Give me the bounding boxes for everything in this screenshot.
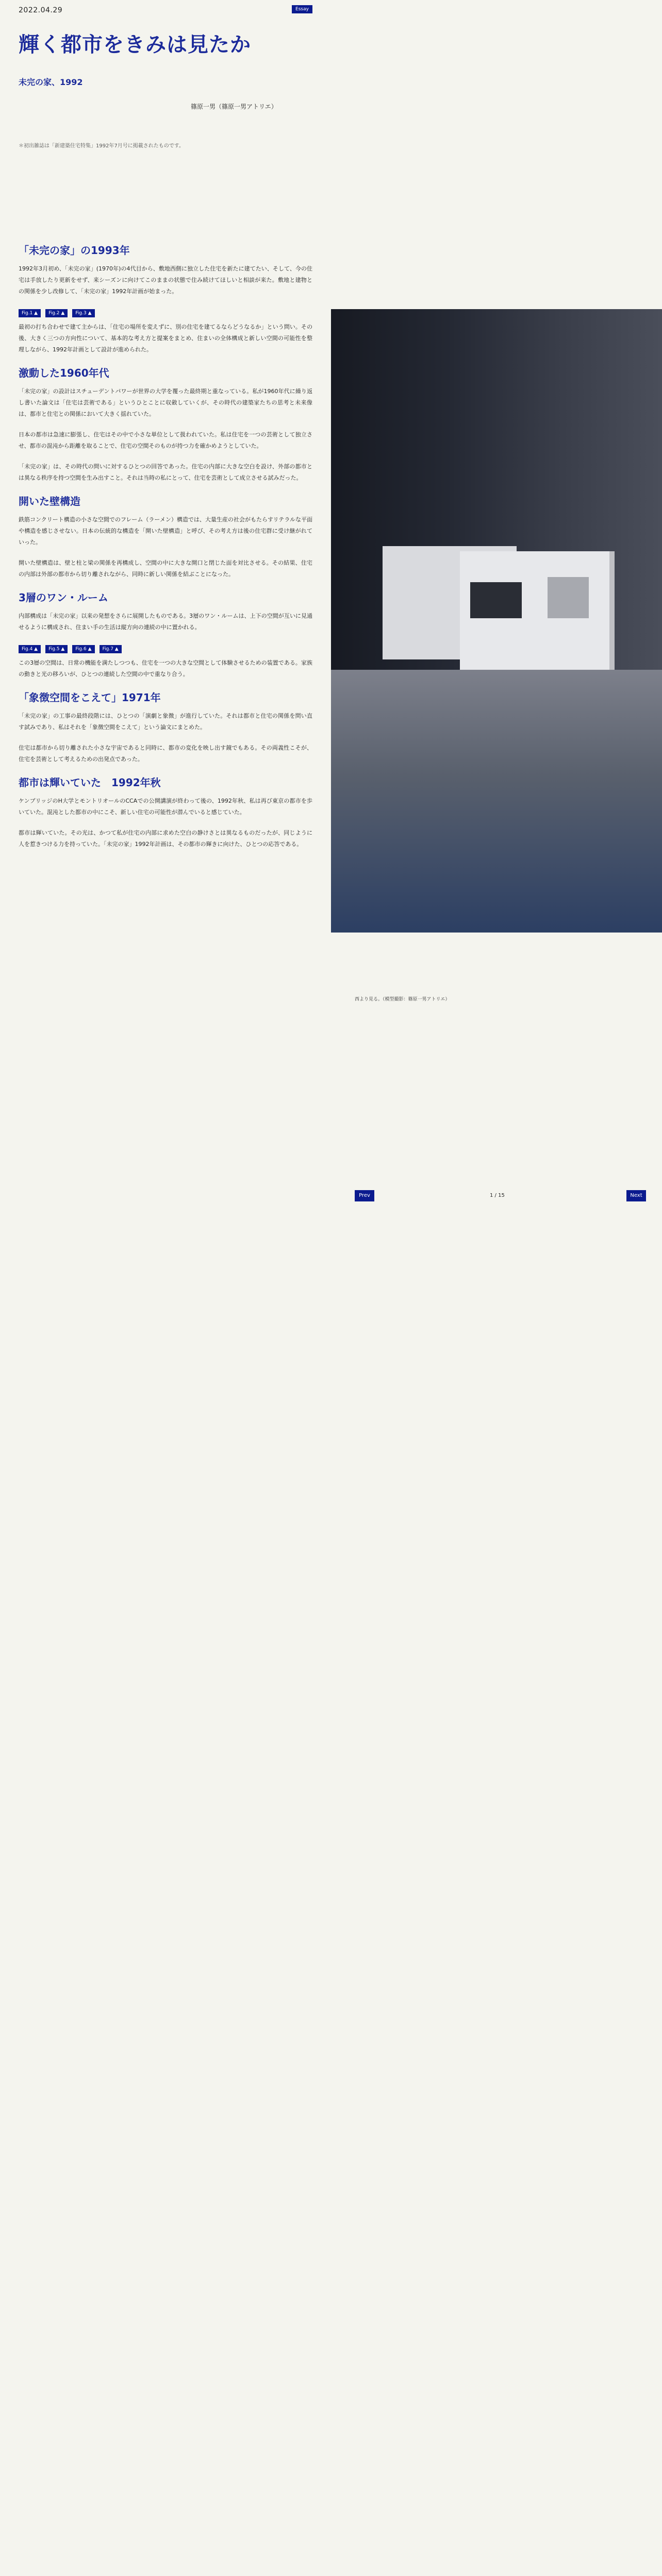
section-paragraph: 日本の都市は急速に膨張し、住宅はその中で小さな単位として扱われていた。私は住宅を一つの芸術として独立させ、都市の混沌から距離を取ることで、住宅の空間そのものが持つ力を確かめようとしていた。 (19, 431, 312, 449)
section-paragraph: 住宅は都市から切り離された小さな宇宙であると同時に、都市の変化を映し出す鏡でもある。その両義性こそが、住宅を芸術として考えるための出発点であった。 (19, 744, 312, 762)
section-paragraph: ケンブリッジのH大学とモントリオールのCCAでの公開講演が終わって後の、1992年秋、私は再び東京の都市を歩いていた。混沌とした都市の中にこそ、新しい住宅の可能性が潜んでいると感じていた。 (19, 798, 312, 816)
article-byline: 篠原一男（篠原一男アトリエ） (191, 103, 277, 110)
section-heading: 開いた壁構造 (19, 495, 80, 507)
building-opening-dark (470, 582, 522, 618)
section-paragraph: 都市は輝いていた。その光は、かつて私が住宅の内部に求めた空白の静けさとは異なるものだったが、同じように人を惹きつける力を持っていた。「未完の家」1992年計画は、その都市の輝きに向けた、ひとつの応答である。 (19, 829, 312, 848)
article-subtitle: 未完の家、1992 (19, 77, 83, 87)
section-heading: 「未完の家」の1993年 (19, 244, 130, 257)
tag-row (19, 307, 312, 317)
tag-chip[interactable]: Fig.6 ▲ (72, 645, 94, 653)
section-4 (19, 589, 312, 680)
tag-chip[interactable]: Fig.2 ▲ (45, 309, 68, 317)
category-badge[interactable]: Essay (292, 5, 312, 13)
section-heading: 3層のワン・ルーム (19, 591, 108, 604)
foreground-ground (331, 670, 662, 933)
section-paragraph: この3層の空間は、日常の機能を満たしつつも、住宅を一つの大きな空間として体験させるための装置である。家族の動きと光の移ろいが、ひとつの連続した空間の中で重なり合う。 (19, 659, 312, 677)
section-heading: 「象徴空間をこえて」1971年 (19, 691, 161, 704)
section-paragraph: 1992年3月初め、「未完の家」(1970年)の4代目から、敷地西側に独立した住宅を新たに建てたい、そして、今の住宅は手放したり更新をせず、来シーズンに向けてこのままの状態で住み続けてほしいと相談が来た。敷地と建物との関係を少し改修して、「未完の家」1992年計画が始まった。 (19, 265, 312, 295)
section-3 (19, 493, 312, 580)
tag-chip[interactable]: Fig.7 ▲ (100, 645, 122, 653)
tag-chip[interactable]: Fig.3 ▲ (72, 309, 94, 317)
section-paragraph: 「未完の家」は、その時代の問いに対するひとつの回答であった。住宅の内部に大きな空白を設け、外部の都市とは異なる秩序を持つ空間を生み出すこと。それは当時の私にとって、住宅を芸術として成立させる試みだった。 (19, 463, 312, 481)
section-paragraph: 開いた壁構造は、壁と柱と梁の関係を再構成し、空間の中に大きな開口と閉じた面を対比させる。その結果、住宅の内部は外部の都市から切り離されながら、同時に新しい関係を結ぶことになった。 (19, 560, 312, 578)
article-title: 輝く都市をきみは見たか (19, 33, 251, 57)
section-2 (19, 365, 312, 484)
prev-button[interactable]: Prev (355, 1190, 374, 1201)
photo-caption: 西より見る。（模型撮影：篠原一男アトリエ） (355, 997, 450, 1002)
publication-note: ＊初出雑誌は「新建築住宅特集」1992年7月号に掲載されたものです。 (19, 143, 185, 149)
tag-chip[interactable]: Fig.4 ▲ (19, 645, 41, 653)
building-opening-light (548, 577, 589, 618)
section-heading: 都市は輝いていた 1992年秋 (19, 776, 161, 789)
section-paragraph: 最初の打ち合わせで建て主からは、「住宅の場所を変えずに、別の住宅を建てるならどうなるか」という問い。その後、大きく三つの方向性について、基本的な考え方と提案をまとめ、住まいの全体構成と新しい空間の可能性を整理しながら、1992年計画として設計が進められた。 (19, 324, 312, 353)
tag-row (19, 642, 312, 653)
tag-chip[interactable]: Fig.5 ▲ (45, 645, 68, 653)
article-date: 2022.04.29 (19, 6, 63, 14)
section-paragraph: 「未完の家」の設計はスチューデントパワーが世界の大学を覆った最終期と重なっている。私が1960年代に繰り返し書いた論文は「住宅は芸術である」というひとことに収斂していくが、その時代の建築家たちの思考と未来像は、都市と住宅との関係において大きく揺れていた。 (19, 388, 312, 417)
section-paragraph: 鉄筋コンクリート構造の小さな空間でのフレーム（ラーメン）構造では、大量生産の社会がもたらすリテラルな平面や構造を感じさせない。日本の伝統的な構造を「開いた壁構造」と呼び、その考え方は後の住宅群に受け継がれていった。 (19, 516, 312, 546)
article-body (19, 242, 312, 859)
next-button[interactable]: Next (626, 1190, 646, 1201)
section-paragraph: 内部構成は「未完の家」以来の発想をさらに展開したものである。3層のワン・ルームは、上下の空間が互いに見通せるように構成され、住まい手の生活は縦方向の連続の中に置かれる。 (19, 613, 312, 631)
section-paragraph: 「未完の家」の工事の最終段階には、ひとつの「演劇と象徴」が進行していた。それは都市と住宅の関係を問い直す試みであり、私はそれを「象徴空間をこえて」という論文にまとめた。 (19, 713, 312, 731)
architecture-photo[interactable] (331, 309, 662, 933)
section-5 (19, 689, 312, 765)
tag-chip[interactable]: Fig.1 ▲ (19, 309, 41, 317)
section-6 (19, 774, 312, 850)
section-1 (19, 242, 312, 355)
pager-count: 1 / 15 (490, 1193, 505, 1198)
section-heading: 激動した1960年代 (19, 367, 109, 379)
